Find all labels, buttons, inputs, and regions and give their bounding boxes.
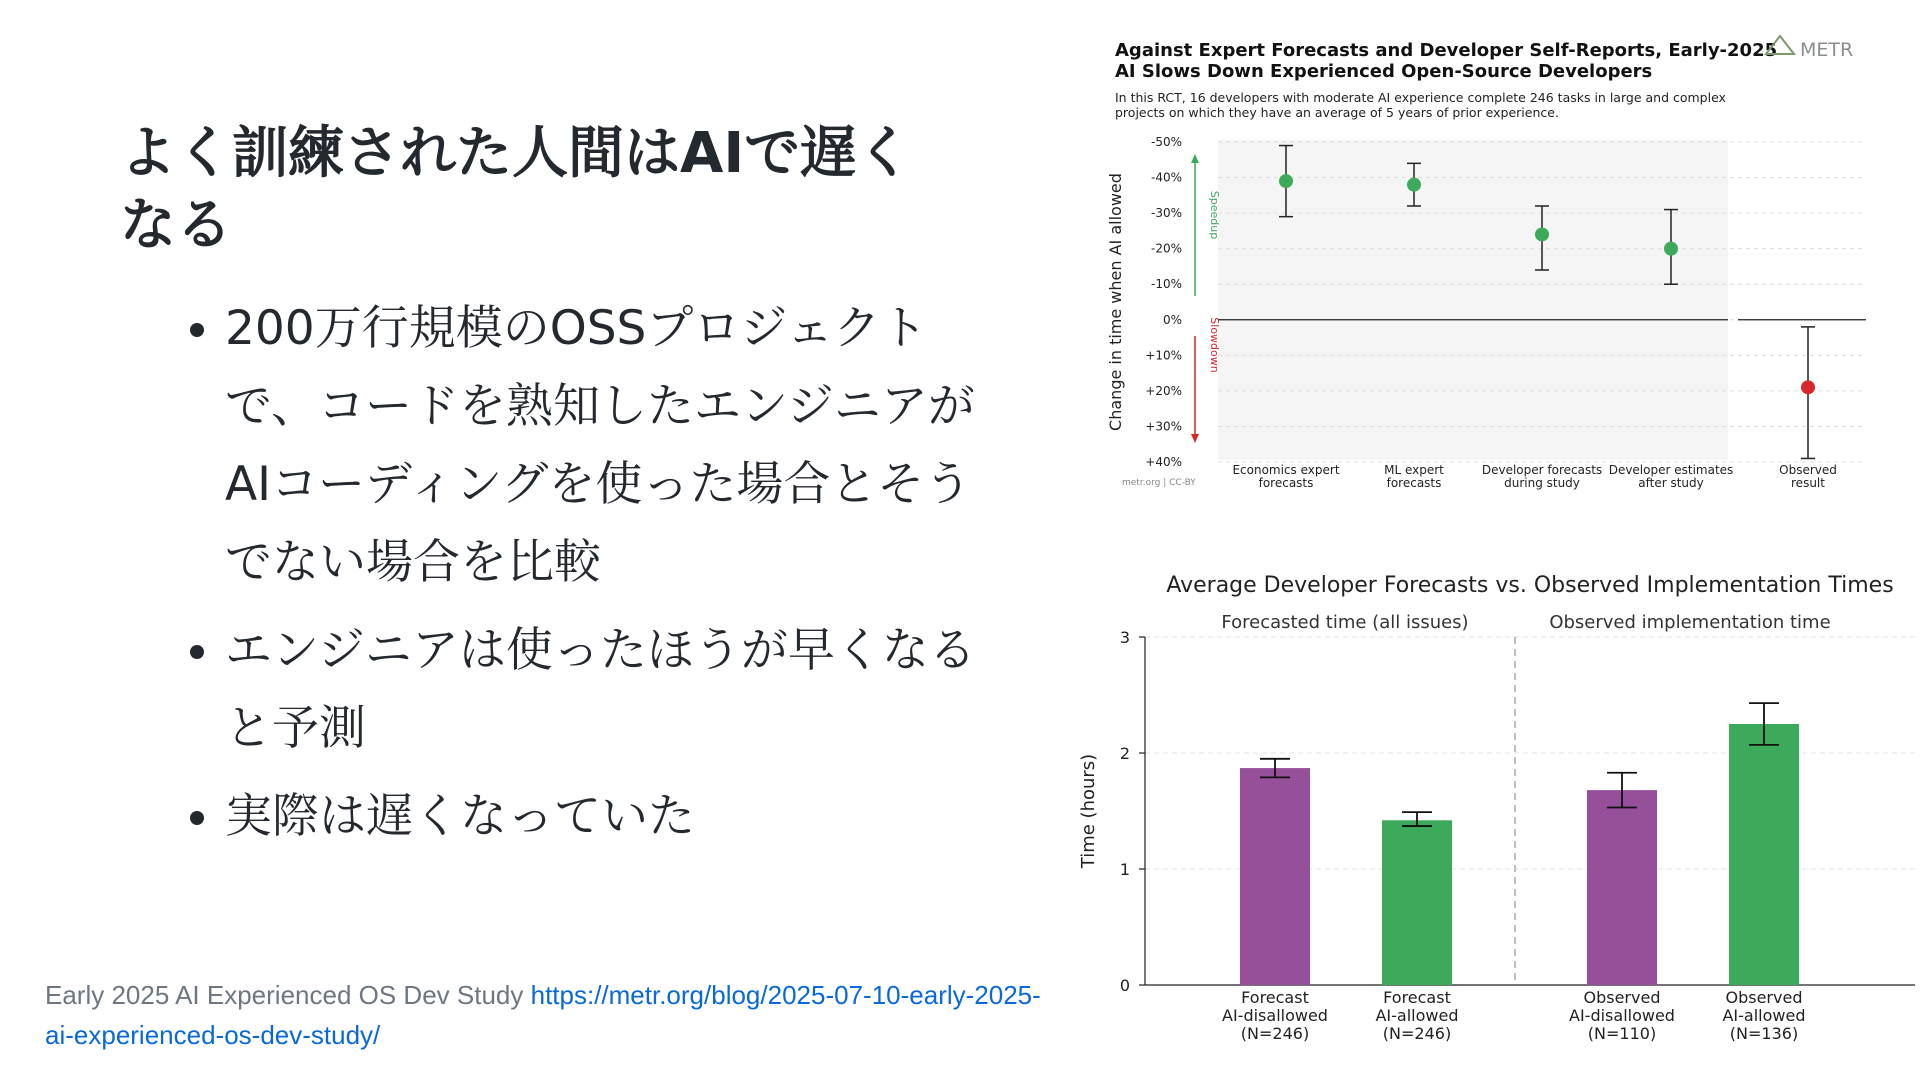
- slowdown-indicator: [1191, 317, 1221, 443]
- chart1-plot-background: [1218, 140, 1728, 460]
- bullet-item: • エンジニアは使ったほうが早くなると予測: [225, 612, 985, 768]
- chart1-point: [1801, 380, 1815, 394]
- bullet-list: [175, 290, 985, 866]
- chart2-group-label-forecast: Forecasted time (all issues): [1221, 612, 1469, 633]
- chart1-point: [1279, 174, 1293, 188]
- chart2-x-tick-label: (N=246): [1240, 1024, 1310, 1043]
- chart1-x-tick-label: Economics expert: [1232, 463, 1340, 477]
- chart2-x-tick-label: AI-allowed: [1722, 1006, 1806, 1025]
- chart2-group-label-observed: Observed implementation time: [1549, 612, 1831, 633]
- chart2-x-tick-label: (N=246): [1382, 1024, 1452, 1043]
- chart1-y-ticks: [1145, 135, 1182, 469]
- chart1-y-tick-label: -40%: [1150, 170, 1182, 185]
- chart1-x-tick-label: result: [1791, 476, 1825, 490]
- chart2-y-axis-label: Time (hours): [1078, 753, 1099, 869]
- chart2-bar-group: [1375, 812, 1458, 1043]
- chart1-title-line1: Against Expert Forecasts and Developer Self-Reports, Early-2025: [1115, 40, 1778, 61]
- slowdown-label: Slowdown: [1208, 317, 1221, 373]
- chart1-y-tick-label: +30%: [1145, 419, 1182, 434]
- chart2-x-tick-label: Observed: [1725, 988, 1803, 1007]
- bullet-item: • 実際は遅くなっていた: [225, 778, 985, 856]
- forecast-vs-observed-chart: [1100, 30, 1880, 500]
- speedup-arrowhead-icon: [1191, 154, 1199, 163]
- chart2-bar: [1587, 790, 1657, 985]
- chart2-bar: [1240, 768, 1310, 985]
- chart2-bars: [1222, 703, 1805, 1043]
- chart1-subtitle-line1: In this RCT, 16 developers with moderate AI experience complete 246 tasks in large and complex: [1115, 90, 1726, 105]
- chart1-x-tick-label: Observed: [1779, 463, 1837, 477]
- chart1-x-tick-label: forecasts: [1386, 476, 1442, 490]
- source-label: Early 2025 AI Experienced OS Dev Study: [45, 980, 524, 1010]
- chart2-y-ticks: [1120, 628, 1145, 995]
- chart1-y-tick-label: 0%: [1162, 312, 1182, 327]
- chart1-x-tick-label: Developer estimates: [1608, 463, 1734, 477]
- chart1-y-tick-label: +40%: [1145, 455, 1182, 469]
- chart2-x-tick-label: AI-disallowed: [1222, 1006, 1328, 1025]
- chart1-y-tick-label: +10%: [1145, 348, 1182, 363]
- speedup-label: Speedup: [1208, 190, 1221, 240]
- chart1-y-tick-label: -10%: [1150, 277, 1182, 292]
- chart2-title: Average Developer Forecasts vs. Observed Implementation Times: [1166, 573, 1894, 598]
- chart2-y-tick-label: 2: [1119, 744, 1130, 763]
- chart2-x-tick-label: (N=110): [1587, 1024, 1657, 1043]
- chart2-x-tick-label: Forecast: [1383, 988, 1451, 1007]
- chart2-x-tick-label: Observed: [1583, 988, 1661, 1007]
- chart1-y-tick-label: +20%: [1145, 383, 1182, 398]
- chart1-y-tick-label: -50%: [1150, 135, 1182, 149]
- chart2-x-tick-label: AI-allowed: [1375, 1006, 1459, 1025]
- chart1-point: [1407, 178, 1421, 192]
- chart1-x-tick-label: ML expert: [1384, 463, 1444, 477]
- chart2-bar-group: [1722, 703, 1805, 1043]
- chart1-observed-panel: [1738, 140, 1866, 460]
- chart1-y-axis-label: Change in time when AI allowed: [1106, 173, 1125, 431]
- chart1-subtitle-line2: projects on which they have an average of 5 years of prior experience.: [1115, 105, 1559, 120]
- bullet-item: • 200万行規模のOSSプロジェクトで、コードを熟知したエンジニアがAIコーディングを使った場合とそうでない場合を比較: [225, 290, 985, 602]
- chart2-x-tick-label: (N=136): [1729, 1024, 1799, 1043]
- source-citation: [45, 975, 1055, 1055]
- slowdown-arrowhead-icon: [1191, 434, 1199, 443]
- chart1-point: [1535, 227, 1549, 241]
- chart2-bar-group: [1569, 773, 1675, 1043]
- chart2-x-tick-label: AI-disallowed: [1569, 1006, 1675, 1025]
- chart1-y-tick-label: -30%: [1150, 206, 1182, 221]
- chart1-x-tick-label: Developer forecasts: [1481, 463, 1603, 477]
- chart1-title-line2: AI Slows Down Experienced Open-Source Developers: [1115, 61, 1653, 82]
- metr-logo-text: METR: [1800, 39, 1854, 61]
- chart2-bar: [1382, 820, 1452, 985]
- source-link[interactable]: https://metr.org/blog/2025-07-10-early-2025-ai-experienced-os-dev-study/: [45, 980, 1041, 1050]
- chart1-y-tick-label: -20%: [1150, 241, 1182, 256]
- chart2-x-tick-label: Forecast: [1241, 988, 1309, 1007]
- chart2-y-tick-label: 1: [1119, 860, 1130, 879]
- metr-logo: [1766, 36, 1853, 61]
- chart1-x-tick-label: forecasts: [1258, 476, 1314, 490]
- speedup-indicator: [1191, 154, 1221, 296]
- chart1-point: [1664, 242, 1678, 256]
- chart1-credit: metr.org | CC-BY: [1122, 478, 1196, 488]
- chart2-bar: [1729, 724, 1799, 985]
- chart1-x-tick-label: during study: [1504, 476, 1580, 490]
- chart2-bar-group: [1222, 759, 1328, 1043]
- chart2-y-tick-label: 3: [1119, 628, 1130, 647]
- average-times-chart: [1075, 565, 1920, 1055]
- chart2-y-tick-label: 0: [1119, 976, 1130, 995]
- chart1-x-tick-label: after study: [1638, 476, 1704, 490]
- slide-title: よく訓練された人間はAIで遅くなる: [120, 121, 913, 258]
